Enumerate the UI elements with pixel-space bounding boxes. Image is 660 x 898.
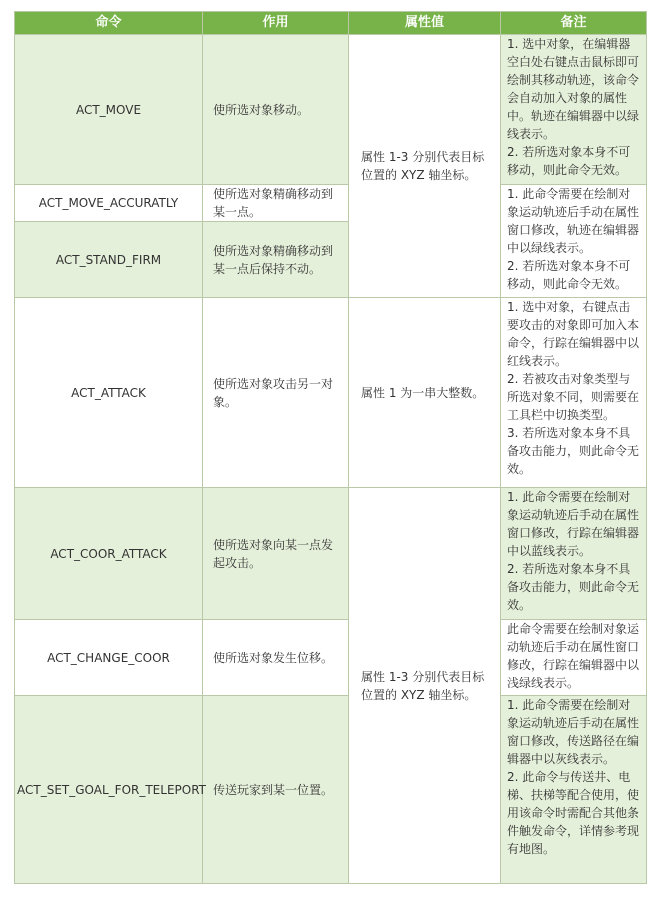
note-line: 2. 若所选对象本身不可移动，则此命令无效。 [507,259,631,291]
effect-cell: 使所选对象向某一点发起攻击。 [203,488,349,620]
table-row [15,35,647,185]
value-cell: 属性 1 为一串大整数。 [349,298,501,488]
command-table-container [14,11,647,884]
effect-cell: 使所选对象发生位移。 [203,620,349,696]
note-line: 1. 选中对象，在编辑器空白处右键点击鼠标即可绘制其移动轨迹，该命令会自动加入对象的属性中。轨迹在编辑器中以绿线表示。 [507,37,640,141]
notes-cell [501,488,647,620]
table-row [15,620,647,696]
header-effect: 作用 [203,12,349,35]
note-line: 1. 选中对象，右键点击要攻击的对象即可加入本命令，行踪在编辑器中以红线表示。 [507,300,640,368]
note-line: 1. 此命令需要在绘制对象运动轨迹后手动在属性窗口修改，传送路径在编辑器中以灰线表示。 [507,698,640,766]
command-cell: ACT_SET_GOAL_FOR_TELEPORT [15,696,203,884]
header-command: 命令 [15,12,203,35]
effect-cell: 使所选对象精确移动到某一点后保持不动。 [203,222,349,298]
table-row [15,488,647,620]
value-cell: 属性 1-3 分别代表目标位置的 XYZ 轴坐标。 [349,488,501,884]
notes-cell [501,35,647,185]
note-line: 1. 此命令需要在绘制对象运动轨迹后手动在属性窗口修改，行踪在编辑器中以蓝线表示。 [507,490,640,558]
notes-cell [501,620,647,696]
effect-cell: 使所选对象精确移动到某一点。 [203,185,349,222]
note-line: 此命令需要在绘制对象运动轨迹后手动在属性窗口修改，行踪在编辑器中以浅绿线表示。 [507,622,640,690]
table-row [15,696,647,884]
note-line: 3. 若所选对象本身不具备攻击能力，则此命令无效。 [507,426,640,476]
notes-cell [501,185,647,298]
header-notes: 备注 [501,12,647,35]
note-line: 2. 此命令与传送井、电梯、扶梯等配合使用，使用该命令时需配合其他条件触发命令，详情参考现有地图。 [507,770,640,856]
effect-cell: 传送玩家到某一位置。 [203,696,349,884]
command-table [14,11,647,884]
note-line: 2. 若被攻击对象类型与所选对象不同，则需要在工具栏中切换类型。 [507,372,640,422]
header-value: 属性值 [349,12,501,35]
effect-cell: 使所选对象攻击另一对象。 [203,298,349,488]
note-line: 2. 若所选对象本身不可移动，则此命令无效。 [507,145,631,177]
note-line: 2. 若所选对象本身不具备攻击能力，则此命令无效。 [507,562,640,612]
command-cell: ACT_MOVE [15,35,203,185]
command-cell: ACT_MOVE_ACCURATLY [15,185,203,222]
command-cell: ACT_STAND_FIRM [15,222,203,298]
command-cell: ACT_CHANGE_COOR [15,620,203,696]
note-line: 1. 此命令需要在绘制对象运动轨迹后手动在属性窗口修改，轨迹在编辑器中以绿线表示。 [507,187,640,255]
command-cell: ACT_ATTACK [15,298,203,488]
value-cell: 属性 1-3 分别代表目标位置的 XYZ 轴坐标。 [349,35,501,298]
notes-cell [501,696,647,884]
table-row [15,185,647,222]
table-row [15,298,647,488]
notes-cell [501,298,647,488]
effect-cell: 使所选对象移动。 [203,35,349,185]
table-header-row [15,12,647,35]
command-cell: ACT_COOR_ATTACK [15,488,203,620]
